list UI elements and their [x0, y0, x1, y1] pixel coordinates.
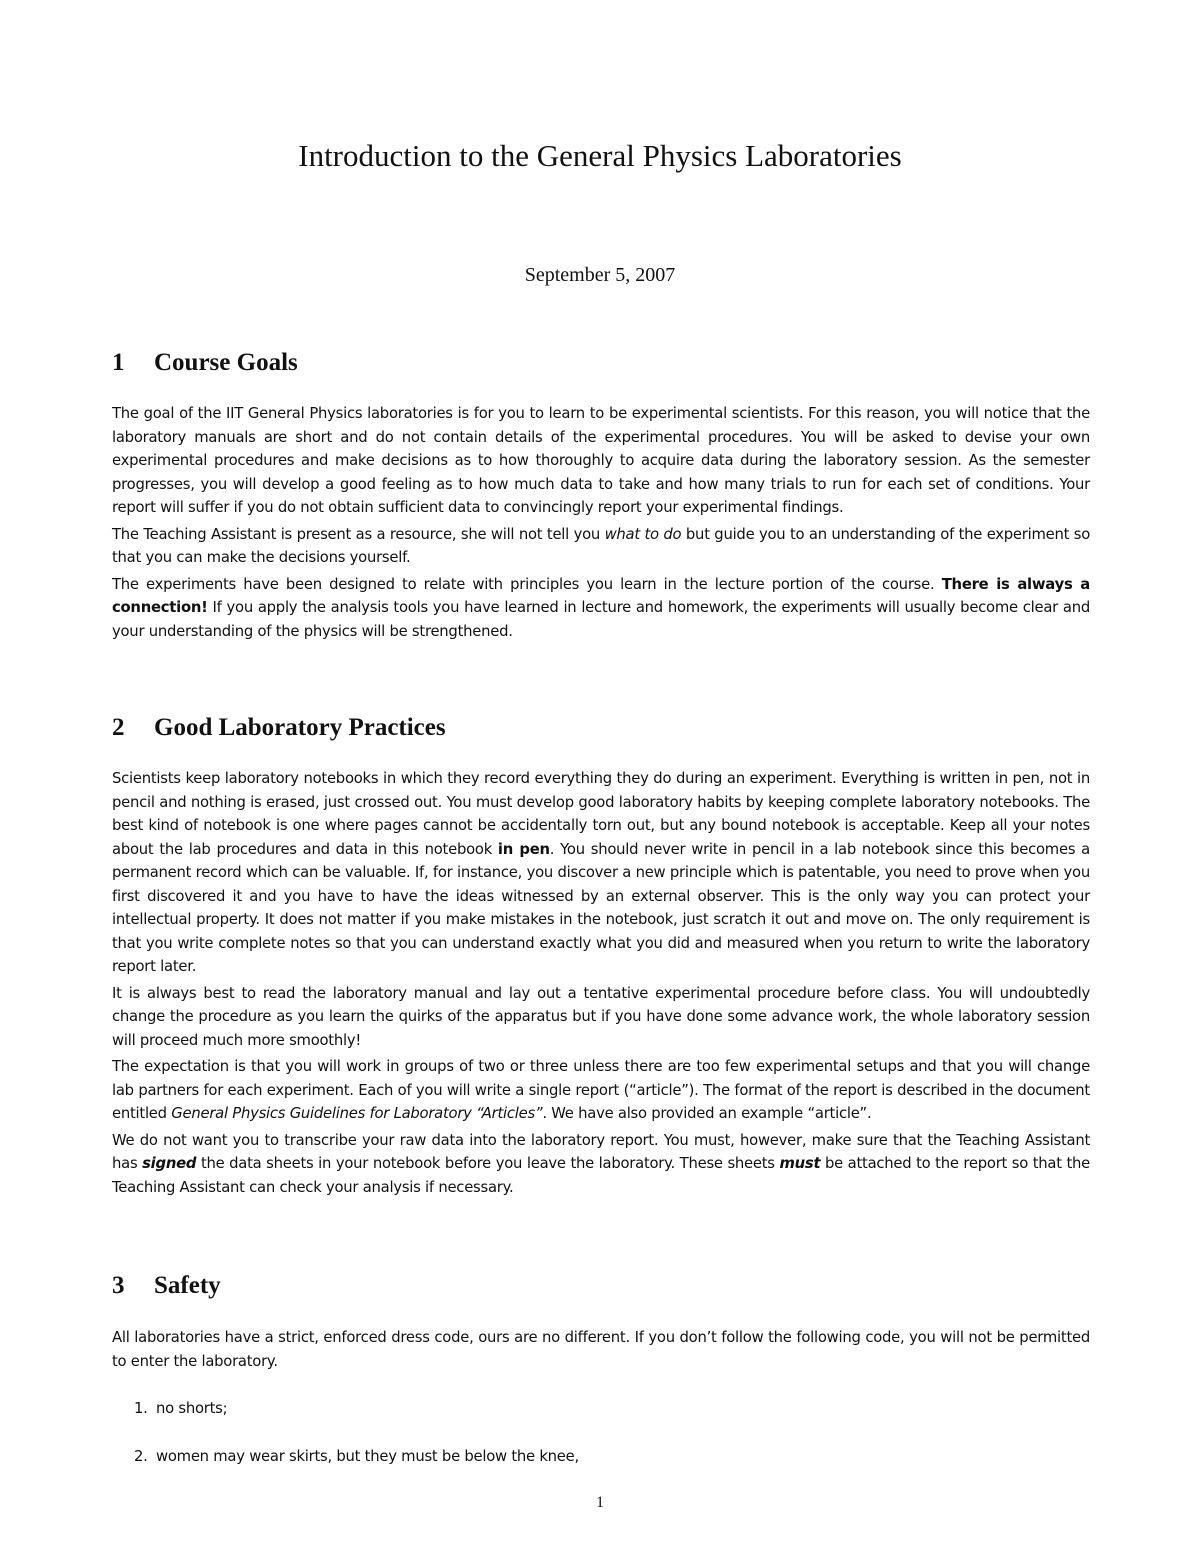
- emphasis-text: must: [779, 1155, 821, 1172]
- text-run: The experiments have been designed to relate with principles you learn in the lecture portion of the course.: [112, 575, 942, 593]
- text-run: be attached to the report so that the Teaching Assistant can check your analysis if necessary.: [112, 1155, 1090, 1196]
- text-run: We do not want you to transcribe your raw data into the laboratory report. You must, however, make sure that the Teaching Assistant has: [112, 1131, 1090, 1172]
- section-number: 3: [112, 1272, 125, 1299]
- emphasis-text: signed: [142, 1155, 197, 1172]
- text-run: The Teaching Assistant is present as a resource, she will not tell you: [112, 525, 605, 543]
- paragraph: [112, 523, 1090, 570]
- emphasis-text: General Physics Guidelines for Laboratory “Articles”: [171, 1105, 543, 1122]
- document-title: Introduction to the General Physics Laboratories: [298, 138, 902, 173]
- section-number: 2: [112, 714, 125, 741]
- list-item: [134, 1397, 1090, 1421]
- text-run: . We have also provided an example “article”.: [542, 1105, 872, 1122]
- section-heading-safety: [112, 1270, 221, 1302]
- bold-text: in pen: [497, 840, 550, 858]
- page-number: 1: [596, 1494, 604, 1511]
- text-run: Scientists keep laboratory notebooks in which they record everything they do during an experiment. Everything is written in pen, not in pencil and nothing is erased, just crossed out. You must develop good laboratory habits by keeping complete laboratory notebooks. The best kind of notebook is one where pages cannot be accidentally torn out, but any bound notebook is acceptable. Keep all your notes about the lab procedures and data in this notebook: [112, 770, 1090, 858]
- paragraph: All laboratories have a strict, enforced dress code, ours are no different. If you don’t follow the following code, you will not be permitted to enter the laboratory.: [112, 1329, 1090, 1370]
- dress-code-list: [112, 1397, 1090, 1468]
- paragraph: It is always best to read the laboratory manual and lay out a tentative experimental procedure before class. You will undoubtedly change the procedure as you learn the quirks of the apparatus but if you have done some advance work, the whole laboratory session will proceed much more smoothly!: [112, 984, 1090, 1049]
- section-body-good-laboratory-practices: [112, 767, 1090, 1202]
- paragraph: The goal of the IIT General Physics laboratories is for you to learn to be experimental scientists. For this reason, you will notice that the laboratory manuals are short and do not contain details of the experimental procedures. You will be asked to devise your own experimental procedures and make decisions as to how thoroughly to acquire data during the laboratory session. As the semester progresses, you will develop a good feeling as to how much data to take and how many trials to run for each set of conditions. Your report will suffer if you do not obtain sufficient data to convincingly report your experimental findings.: [112, 405, 1090, 516]
- section-heading-course-goals: [112, 347, 298, 379]
- text-run: If you apply the analysis tools you have learned in lecture and homework, the experiments will usually become clear and your understanding of the physics will be strengthened.: [112, 599, 1090, 640]
- emphasis-text: what to do: [604, 525, 682, 543]
- list-item-text: no shorts;: [156, 1400, 228, 1417]
- section-title: Course Goals: [154, 349, 298, 376]
- paragraph: [112, 1129, 1090, 1200]
- section-title: Good Laboratory Practices: [154, 714, 446, 741]
- text-run: The expectation is that you will work in groups of two or three unless there are too few experimental setups and that you will change lab partners for each experiment. Each of you will write a single report (“article”). The format of the report is described in the document entitled: [112, 1058, 1090, 1122]
- section-title: Safety: [154, 1272, 221, 1299]
- section-body-course-goals: [112, 402, 1090, 646]
- list-item-number: 1.: [134, 1400, 148, 1417]
- list-item: [134, 1445, 1090, 1469]
- paragraph: [112, 573, 1090, 644]
- paragraph: [112, 1055, 1090, 1126]
- text-run: the data sheets in your notebook before you leave the laboratory. These sheets: [196, 1155, 780, 1172]
- section-body-safety: [112, 1326, 1090, 1492]
- section-number: 1: [112, 349, 125, 376]
- section-heading-good-laboratory-practices: [112, 712, 446, 744]
- bold-text: There is always a connection!: [112, 575, 1091, 616]
- text-run: . You should never write in pencil in a lab notebook since this becomes a permanent record which can be valuable. If, for instance, you discover a new principle which is patentable, you need to prove when you first discovered it and you have to have the ideas witnessed by an external observer. This is the only way you can protect your intellectual property. It does not matter if you make mistakes in the notebook, just scratch it out and move on. The only requirement is that you write complete notes so that you can understand exactly what you did and measured when you return to write the laboratory report later.: [112, 840, 1090, 975]
- paragraph: [112, 767, 1090, 979]
- document-date: September 5, 2007: [524, 264, 676, 286]
- list-item-text: women may wear skirts, but they must be below the knee,: [156, 1447, 579, 1465]
- list-item-number: 2.: [134, 1447, 148, 1465]
- text-run: but guide you to an understanding of the experiment so that you can make the decisions yourself.: [112, 525, 1091, 566]
